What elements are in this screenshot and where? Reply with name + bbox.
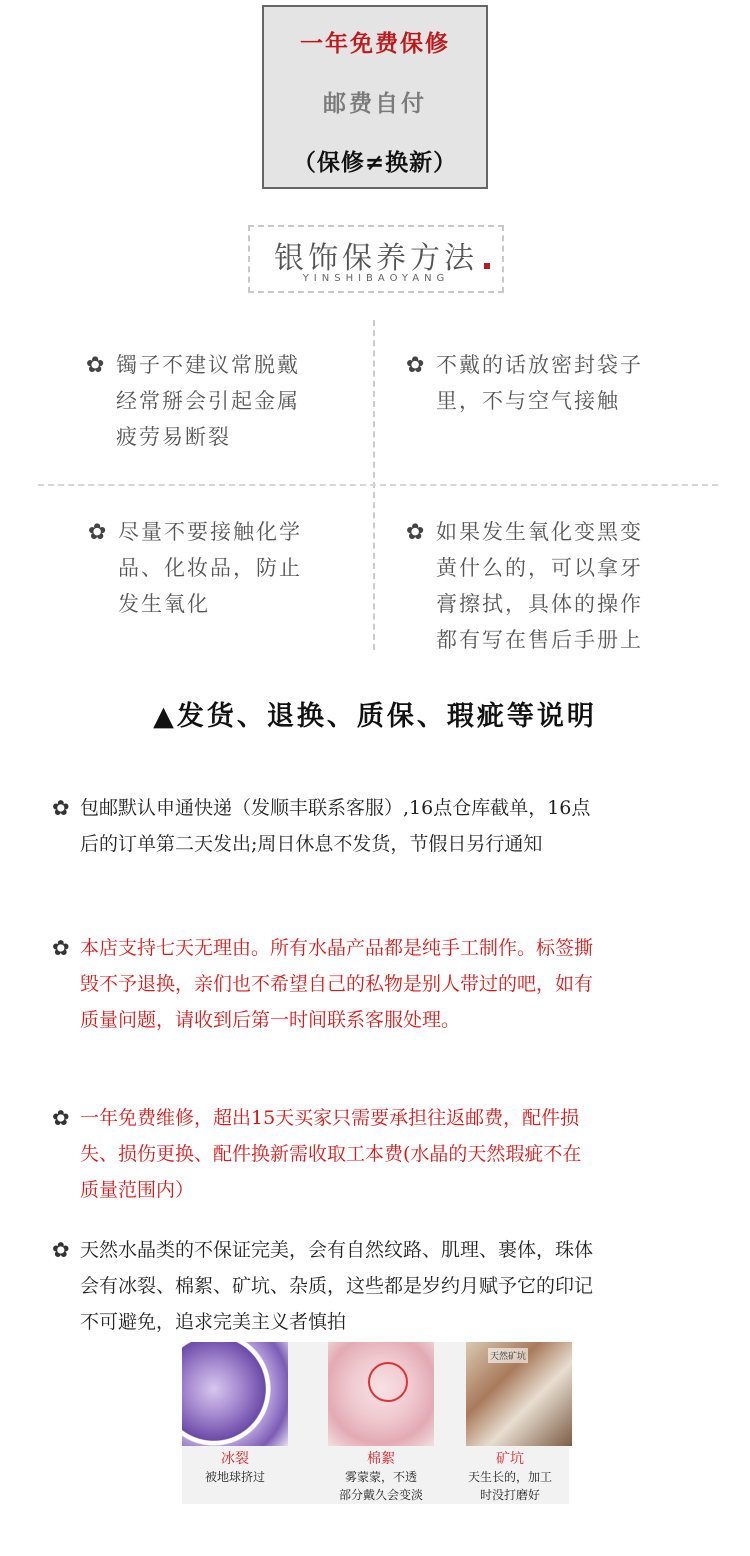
return-policy-note <box>52 930 720 1038</box>
flower-icon: ✿ <box>406 353 427 378</box>
care-title-box <box>248 225 504 293</box>
mineral-pit-photo <box>466 1342 572 1446</box>
note-line: 会有冰裂、棉絮、矿坑、杂质，这些都是岁约月赋予它的印记 <box>80 1275 594 1297</box>
tip-line: 经常掰会引起金属 <box>116 389 300 413</box>
flaw-image-strip <box>182 1342 569 1504</box>
warranty-free-repair: 一年免费保修 <box>300 31 450 57</box>
tip-line: 品、化妆品，防止 <box>118 556 302 580</box>
flaw-title: 矿坑 <box>496 1451 524 1467</box>
tip-line: 里，不与空气接触 <box>436 389 620 413</box>
tip-line: 发生氧化 <box>118 592 210 616</box>
repair-policy-note <box>52 1100 720 1208</box>
shipping-heading: ▲发货、退换、质保、瑕疵等说明 <box>153 701 597 732</box>
note-line: 不可避免，追求完美主义者慎拍 <box>80 1311 347 1333</box>
note-line: 质量范围内） <box>80 1179 195 1201</box>
flaw-disclaimer-note <box>52 1232 720 1340</box>
horizontal-divider <box>38 484 718 486</box>
note-line: 一年免费维修，超出15天买家只需要承担往返邮费，配件损 <box>80 1107 580 1129</box>
tip-line: 不戴的话放密封袋子 <box>436 353 643 377</box>
ice-crack-photo <box>182 1342 288 1446</box>
highlight-circle <box>368 1362 408 1402</box>
note-line: 后的订单第二天发出;周日休息不发货，节假日另行通知 <box>80 833 543 855</box>
flower-icon: ✿ <box>52 1106 70 1130</box>
cotton-flaw-photo <box>328 1342 434 1446</box>
tip-line: 黄什么的，可以拿牙 <box>436 556 643 580</box>
flower-icon: ✿ <box>88 520 109 545</box>
flower-icon: ✿ <box>86 353 107 378</box>
care-title-en: YINSHIBAOYANG <box>302 273 450 284</box>
flower-icon: ✿ <box>52 1238 70 1262</box>
care-title: 银饰保养方法 <box>274 241 478 276</box>
flower-icon: ✿ <box>406 520 427 545</box>
flaw-caption-1 <box>165 1450 305 1486</box>
note-line: 本店支持七天无理由。所有水晶产品都是纯手工制作。标签撕 <box>80 937 594 959</box>
photo-tag: 天然矿坑 <box>488 1348 528 1363</box>
care-tip-1 <box>86 347 300 455</box>
tip-line: 膏擦拭，具体的操作 <box>436 592 643 616</box>
flaw-caption-2 <box>311 1450 451 1504</box>
care-tip-3 <box>88 514 302 622</box>
flaw-desc: 部分戴久会变淡 <box>338 1488 423 1502</box>
flower-icon: ✿ <box>52 936 70 960</box>
care-tip-2 <box>406 347 643 419</box>
care-tip-4 <box>406 514 643 658</box>
flaw-desc: 雾蒙蒙，不透 <box>344 1470 417 1484</box>
note-line: 质量问题，请收到后第一时间联系客服处理。 <box>80 1009 461 1031</box>
flaw-desc: 被地球挤过 <box>204 1470 265 1484</box>
flaw-title: 冰裂 <box>221 1451 249 1467</box>
flaw-desc: 时没打磨好 <box>479 1488 540 1502</box>
warranty-note: （保修≠换新） <box>292 150 458 176</box>
flaw-desc: 天生长的，加工 <box>467 1470 552 1484</box>
title-accent-mark <box>484 263 490 269</box>
flaw-title: 棉絮 <box>367 1451 395 1467</box>
tip-line: 尽量不要接触化学 <box>118 520 302 544</box>
flower-icon: ✿ <box>52 796 70 820</box>
note-line: 失、损伤更换、配件换新需收取工本费(水晶的天然瑕疵不在 <box>80 1143 582 1165</box>
note-line: 毁不予退换，亲们也不希望自己的私物是别人带过的吧，如有 <box>80 973 594 995</box>
note-line: 天然水晶类的不保证完美，会有自然纹路、肌理、裹体，珠体 <box>80 1239 594 1261</box>
tip-line: 如果发生氧化变黑变 <box>436 520 643 544</box>
warranty-box <box>262 5 488 189</box>
tip-line: 疲劳易断裂 <box>116 425 231 449</box>
tip-line: 都有写在售后手册上 <box>436 628 643 652</box>
flaw-caption-3 <box>450 1450 570 1504</box>
warranty-postage: 邮费自付 <box>323 91 427 117</box>
tip-line: 镯子不建议常脱戴 <box>116 353 300 377</box>
note-line: 包邮默认申通快递（发顺丰联系客服）,16点仓库截单，16点 <box>80 797 591 819</box>
shipping-note-1 <box>52 790 720 862</box>
